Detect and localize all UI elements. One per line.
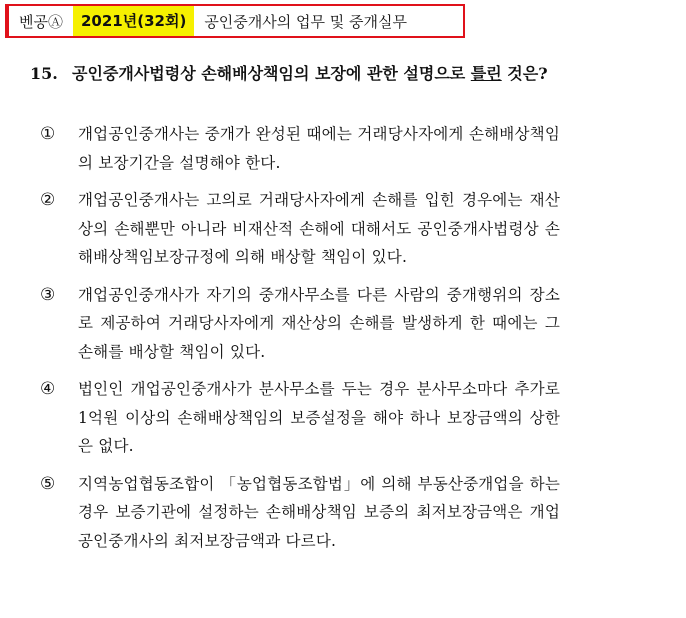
answer-options xyxy=(40,120,560,564)
option-5[interactable] xyxy=(40,470,560,556)
option-text: 개업공인중개사가 자기의 중개사무소를 다른 사람의 중개행위의 장소로 제공하여 거래당사자에게 재산상의 손해를 발생하게 한 때에는 그 손해를 배상할 책임이 있다. xyxy=(78,285,560,361)
option-3[interactable] xyxy=(40,281,560,367)
question-text-before: 공인중개사법령상 손해배상책임의 보장에 관한 설명으로 xyxy=(72,64,471,83)
option-text: 개업공인중개사는 고의로 거래당사자에게 손해를 입힌 경우에는 재산상의 손해뿐만 아니라 비재산적 손해에 대해서도 공인중개사법령상 손해배상책임보장규정에 의해 배상할 책임이 있다. xyxy=(78,191,560,266)
question-number: 15. xyxy=(30,64,58,83)
question-stem xyxy=(30,62,570,86)
question-text xyxy=(72,62,570,86)
question xyxy=(30,62,570,86)
option-marker: ⑤ xyxy=(40,473,56,494)
subject-title: 공인중개사의 업무 및 중개실무 xyxy=(204,12,407,31)
option-4[interactable] xyxy=(40,375,560,461)
option-marker: ③ xyxy=(40,284,56,305)
option-1[interactable] xyxy=(40,120,560,177)
option-text: 개업공인중개사는 중개가 완성된 때에는 거래당사자에게 손해배상책임의 보장기간을 설명해야 한다. xyxy=(78,125,560,172)
header-tag: 벤공Ⓐ xyxy=(19,12,63,31)
exam-header xyxy=(5,4,465,38)
exam-year-badge: 2021년(32회) xyxy=(73,6,194,36)
option-marker: ② xyxy=(40,190,56,210)
question-emphasis: 틀린 xyxy=(470,64,502,83)
option-marker: ① xyxy=(40,124,56,144)
option-text: 법인인 개업공인중개사가 분사무소를 두는 경우 분사무소마다 추가로 1억원 이상의 손해배상책임의 보증설정을 해야 하나 보장금액의 상한은 없다. xyxy=(78,380,560,455)
option-marker: ④ xyxy=(40,379,56,399)
option-text: 지역농업협동조합이 「농업협동조합법」에 의해 부동산중개업을 하는 경우 보증기관에 설정하는 손해배상책임 보증의 최저보장금액은 개업공인중개사의 최저보장금액과 다르다. xyxy=(78,474,560,550)
question-text-after: 것은? xyxy=(501,64,548,83)
option-2[interactable] xyxy=(40,186,560,272)
